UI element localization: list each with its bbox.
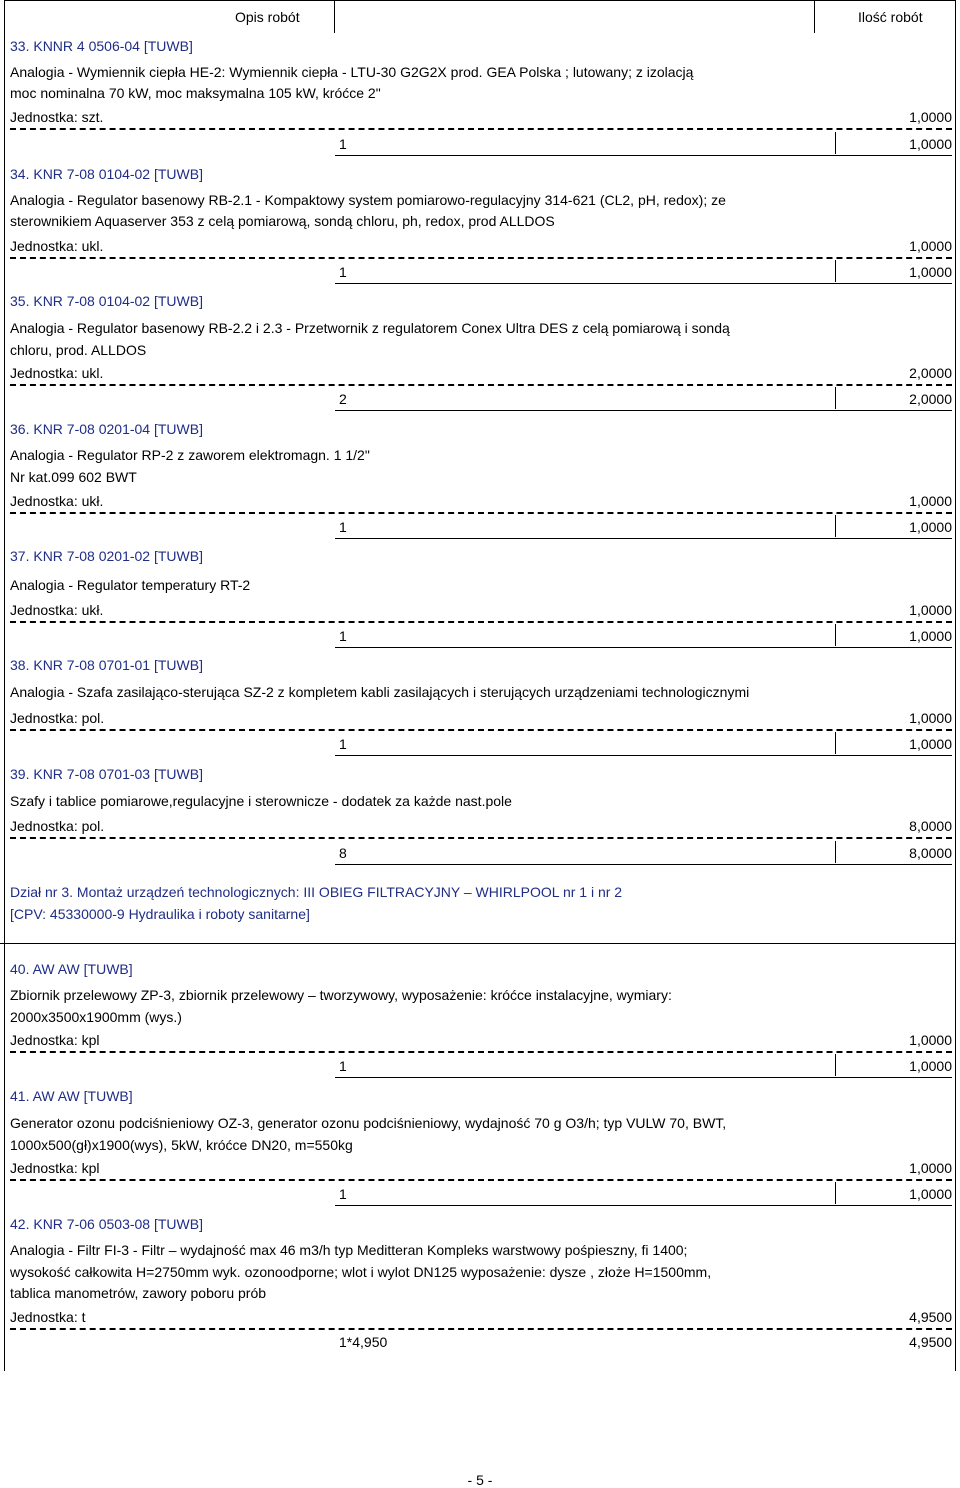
item-desc: Analogia - Regulator basenowy RB-2.2 i 2.3 - Przetwornik z regulatorem Conex Ultra DES z celą pomiarową i sondą [10,320,730,336]
section-divider [0,943,956,944]
item-total: 1,0000 [909,493,952,509]
dash-separator [10,729,952,731]
calc-expression: 1 [339,264,347,280]
header-description: Opis robót [235,9,300,25]
item-unit: Jednostka: ukł. [10,602,104,618]
item-id: 37. KNR 7-08 0201-02 [TUWB] [10,548,203,564]
calc-underline [335,1205,952,1206]
header-divider [814,0,815,33]
calc-divider [835,624,836,646]
item-unit: Jednostka: pol. [10,818,105,834]
item-unit: Jednostka: kpl [10,1032,100,1048]
dash-separator [10,1179,952,1181]
calc-divider [835,1182,836,1204]
item-unit: Jednostka: kpl [10,1160,100,1176]
item-id: 34. KNR 7-08 0104-02 [TUWB] [10,166,203,182]
header-divider [334,0,335,33]
calc-expression: 1 [339,736,347,752]
header-quantity: Ilość robót [858,9,923,25]
calc-expression: 1 [339,628,347,644]
item-id: 38. KNR 7-08 0701-01 [TUWB] [10,657,203,673]
item-total: 2,0000 [909,365,952,381]
item-desc: Analogia - Szafa zasilająco-sterująca SZ-2 z kompletem kabli zasilających i sterujących urządzeniami technologicznymi [10,684,750,700]
calc-value: 1,0000 [909,628,952,644]
item-desc: 1000x500(gł)x1900(wys), 5kW, króćce DN20, m=550kg [10,1137,353,1153]
dash-separator [10,512,952,514]
item-desc: Analogia - Regulator basenowy RB-2.1 - Kompaktowy system pomiarowo-regulacyjny 314-621 (CL2, pH, redox); ze [10,192,726,208]
calc-divider [835,841,836,863]
calc-underline [335,410,952,411]
item-desc: Generator ozonu podciśnieniowy OZ-3, generator ozonu podciśnieniowy, wydajność 70 g O3/h; typ VULW 70, BWT, [10,1115,727,1131]
calc-value: 1,0000 [909,264,952,280]
item-desc: wysokość całkowita H=2750mm wyk. ozonoodporne; wlot i wylot DN125 wyposażenie: dysze , złoże H=1500mm, [10,1264,712,1280]
item-desc: 2000x3500x1900mm (wys.) [10,1009,182,1025]
calc-divider [835,1054,836,1076]
calc-underline [335,755,952,756]
calc-underline [335,864,952,865]
calc-expression: 1 [339,1058,347,1074]
calc-divider [835,387,836,409]
dash-separator [10,621,952,623]
item-id: 39. KNR 7-08 0701-03 [TUWB] [10,766,203,782]
calc-value: 1,0000 [909,736,952,752]
dash-separator [10,1051,952,1053]
item-desc: Nr kat.099 602 BWT [10,469,137,485]
item-desc: moc nominalna 70 kW, moc maksymalna 105 kW, króćce 2" [10,85,381,101]
item-unit: Jednostka: ukl. [10,365,104,381]
calc-divider [835,732,836,754]
item-total: 1,0000 [909,1032,952,1048]
item-total: 1,0000 [909,109,952,125]
item-desc: Analogia - Regulator RP-2 z zaworem elektromagn. 1 1/2" [10,447,370,463]
item-id: 36. KNR 7-08 0201-04 [TUWB] [10,421,203,437]
calc-value: 1,0000 [909,519,952,535]
item-desc: chloru, prod. ALLDOS [10,342,147,358]
item-unit: Jednostka: ukł. [10,493,104,509]
item-desc: tablica manometrów, zawory poboru prób [10,1285,267,1301]
calc-underline [335,647,952,648]
calc-expression: 1 [339,136,347,152]
item-id: 33. KNNR 4 0506-04 [TUWB] [10,38,193,54]
item-id: 40. AW AW [TUWB] [10,961,133,977]
item-id: 35. KNR 7-08 0104-02 [TUWB] [10,293,203,309]
calc-expression: 8 [339,845,347,861]
calc-value: 1,0000 [909,136,952,152]
calc-underline [335,538,952,539]
item-desc: Zbiornik przelewowy ZP-3, zbiornik przelewowy – tworzywowy, wyposażenie: króćce instalacyjne, wymiary: [10,987,672,1003]
item-total: 1,0000 [909,238,952,254]
item-id: 42. KNR 7-06 0503-08 [TUWB] [10,1216,203,1232]
item-desc: Analogia - Wymiennik ciepła HE-2: Wymiennik ciepła - LTU-30 G2G2X prod. GEA Polska ; lutowany; z izolacją [10,64,694,80]
item-unit: Jednostka: t [10,1309,86,1325]
item-total: 1,0000 [909,1160,952,1176]
item-desc: Analogia - Regulator temperatury RT-2 [10,577,251,593]
calc-divider [835,260,836,282]
calc-underline [335,155,952,156]
calc-value: 4,9500 [909,1334,952,1350]
section-title: Dział nr 3. Montaż urządzeń technologicznych: III OBIEG FILTRACYJNY – WHIRLPOOL nr 1 i nr 2 [10,884,623,900]
item-unit: Jednostka: pol. [10,710,105,726]
item-total: 1,0000 [909,602,952,618]
dash-separator [10,384,952,386]
calc-value: 1,0000 [909,1186,952,1202]
calc-divider [835,132,836,154]
item-desc: Szafy i tablice pomiarowe,regulacyjne i sterownicze - dodatek za każde nast.pole [10,793,512,809]
item-unit: Jednostka: ukl. [10,238,104,254]
dash-separator [10,1328,952,1330]
calc-expression: 1 [339,519,347,535]
calc-value: 8,0000 [909,845,952,861]
calc-divider [835,515,836,537]
dash-separator [10,128,952,130]
item-desc: sterownikiem Aquaserver 353 z celą pomiarową, sondą chloru, ph, redox, prod ALLDOS [10,213,555,229]
calc-expression: 1*4,950 [339,1334,388,1350]
calc-underline [335,1077,952,1078]
item-desc: Analogia - Filtr FI-3 - Filtr – wydajność max 46 m3/h typ Meditteran Kompleks warstwowy pośpieszny, fi 1400; [10,1242,688,1258]
calc-underline [335,283,952,284]
calc-expression: 1 [339,1186,347,1202]
item-total: 4,9500 [909,1309,952,1325]
page-number: - 5 - [467,1472,493,1488]
item-total: 8,0000 [909,818,952,834]
item-total: 1,0000 [909,710,952,726]
calc-value: 2,0000 [909,391,952,407]
section-cpv: [CPV: 45330000-9 Hydraulika i roboty sanitarne] [10,906,310,922]
calc-expression: 2 [339,391,347,407]
dash-separator [10,837,952,839]
item-id: 41. AW AW [TUWB] [10,1088,133,1104]
dash-separator [10,257,952,259]
calc-value: 1,0000 [909,1058,952,1074]
item-unit: Jednostka: szt. [10,109,104,125]
